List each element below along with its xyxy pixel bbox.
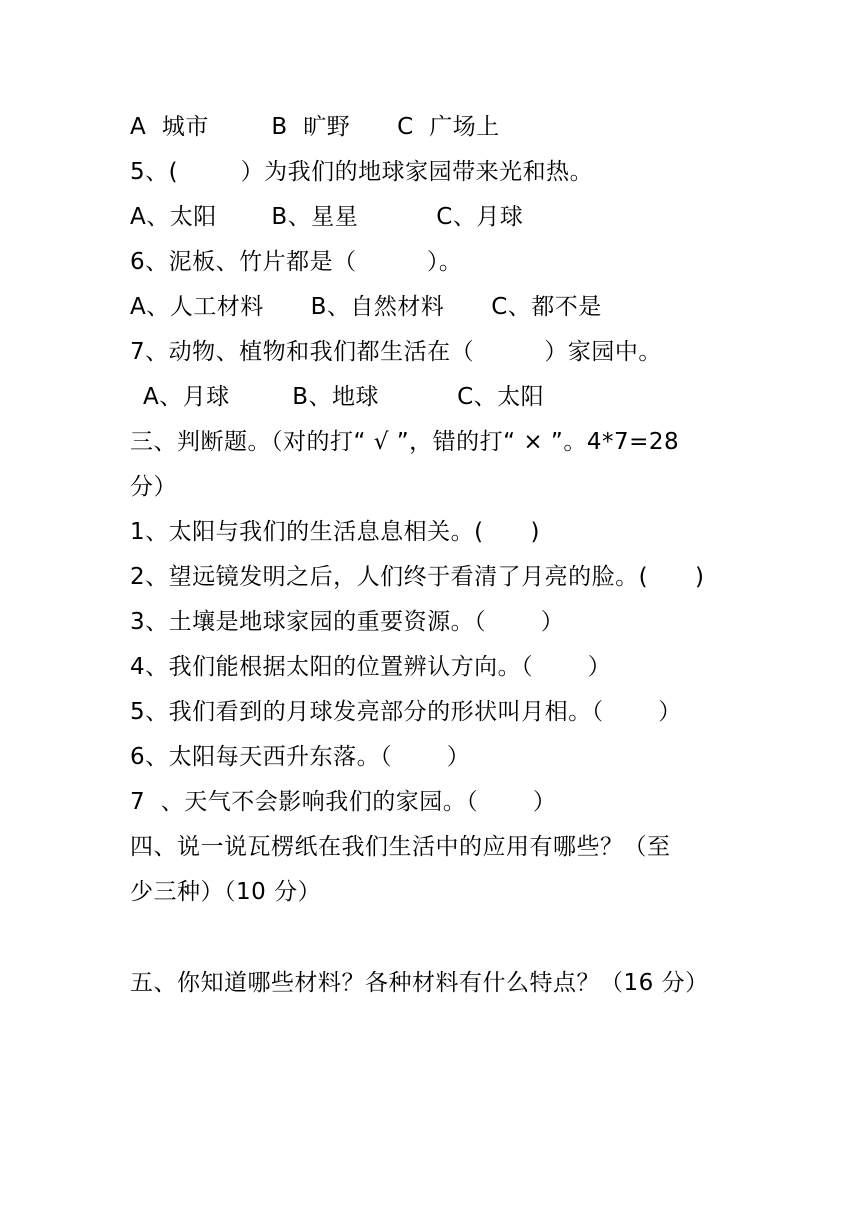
tf-item-6: 6、太阳每天西升东落。（ ） (130, 744, 471, 770)
q4-options: A 城市 B 旷野 C 广场上 (130, 114, 500, 140)
section-4-heading-cont: 少三种）（10 分） (130, 879, 322, 905)
tf-item-1: 1、太阳与我们的生活息息相关。( ) (130, 519, 540, 545)
q5-options: A、太阳 B、星星 C、月球 (130, 204, 524, 230)
tf-item-5: 5、我们看到的月球发亮部分的形状叫月相。（ ） (130, 699, 682, 725)
tf-item-3: 3、土壤是地球家园的重要资源。（ ） (130, 609, 565, 635)
q5-question: 5、( ）为我们的地球家园带来光和热。 (130, 159, 594, 185)
q6-question: 6、泥板、竹片都是（ ）。 (130, 249, 463, 275)
section-5-heading: 五、你知道哪些材料？各种材料有什么特点？（16 分） (130, 970, 709, 996)
q6-options: A、人工材料 B、自然材料 C、都不是 (130, 294, 602, 320)
tf-item-2: 2、望远镜发明之后，人们终于看清了月亮的脸。( ) (130, 564, 705, 590)
section-4-heading: 四、说一说瓦楞纸在我们生活中的应用有哪些？（至 (130, 834, 671, 860)
tf-item-7: 7 、天气不会影响我们的家园。（ ） (130, 789, 557, 815)
section-3-heading: 三、判断题。（对的打“ √ ”，错的打“ × ”。4*7=28 (130, 429, 680, 455)
section-3-heading-cont: 分） (130, 474, 177, 500)
q7-options: A、月球 B、地球 C、太阳 (143, 384, 545, 410)
q7-question: 7、动物、植物和我们都生活在（ ）家园中。 (130, 339, 662, 365)
tf-item-4: 4、我们能根据太阳的位置辨认方向。（ ） (130, 654, 612, 680)
